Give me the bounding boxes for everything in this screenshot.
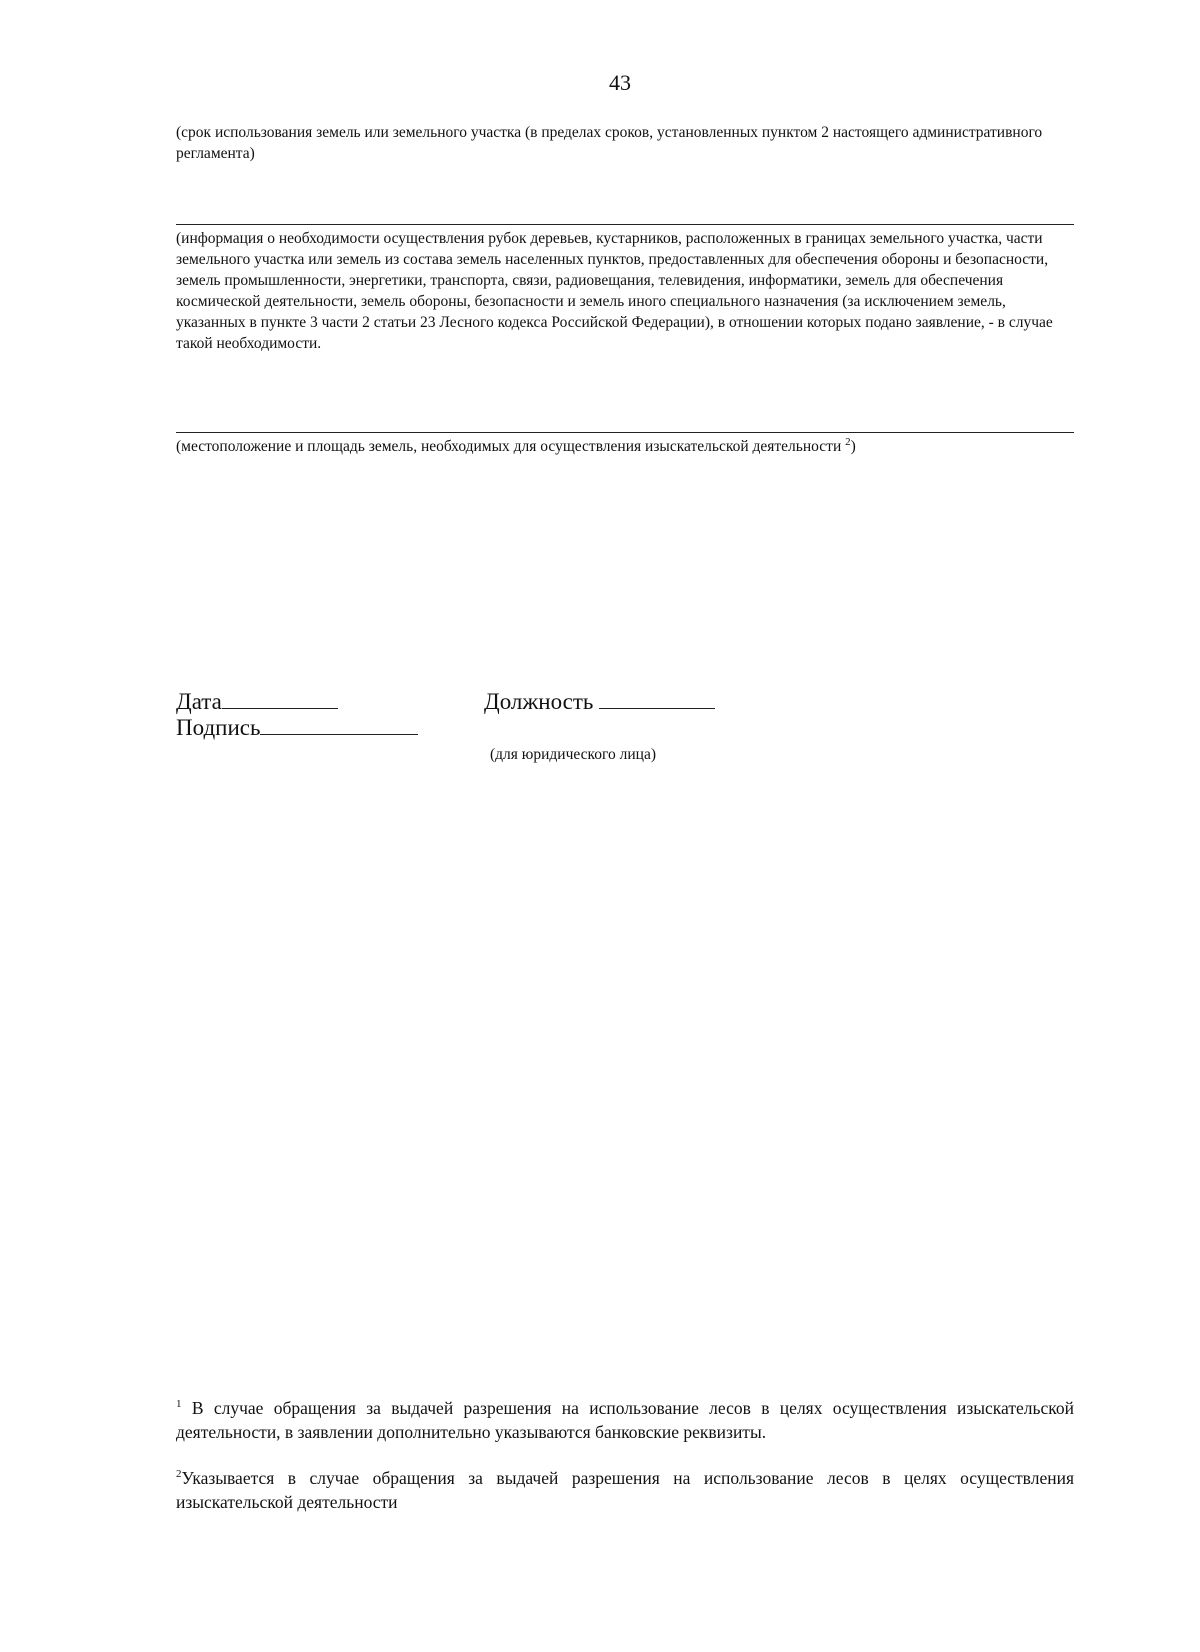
footnote-1	[176, 1396, 1074, 1444]
signature-label: Подпись	[176, 715, 261, 740]
date-field	[176, 688, 338, 715]
footnote-2	[176, 1466, 1074, 1514]
footnote-2-text: Указывается в случае обращения за выдачей разрешения на использование лесов в целях осуществления изыскательской деятельности	[176, 1468, 1074, 1512]
felling-caption: (информация о необходимости осуществления рубок деревьев, кустарников, расположенных в границах земельного участка, части земельного участка или земель из состава земель населенных пунктов, предоставленных для обеспечения обороны и безопасности, земель промышленности, энергетики, транспорта, связи, радиовещания, телевидения, информатики, земель для обеспечения космической деятельности, земель обороны, безопасности и земель иного специального назначения (за исключением земель, указанных в пункте 3 части 2 статьи 23 Лесного кодекса Российской Федерации), в отношении которых подано заявление, - в случае такой необходимости.	[176, 230, 1053, 352]
footnote-1-text: В случае обращения за выдачей разрешения на использование лесов в целях осуществления изыскательской деятельности, в заявлении дополнительно указываются банковские реквизиты.	[176, 1398, 1074, 1442]
page-number: 43	[609, 70, 631, 95]
signature-field	[176, 714, 418, 741]
location-field-line	[176, 432, 1074, 433]
position-label: Должность	[484, 689, 594, 714]
date-blank[interactable]	[222, 688, 338, 709]
footnote-ref-2: 2	[845, 435, 851, 448]
legal-entity-note: (для юридического лица)	[490, 746, 656, 763]
footnote-2-mark: 2	[176, 1468, 182, 1481]
term-caption: (срок использования земель или земельного участка (в пределах сроков, установленных пунктом 2 настоящего административного регламента)	[176, 124, 1043, 162]
date-label: Дата	[176, 689, 222, 714]
signature-blank[interactable]	[260, 714, 418, 735]
location-caption	[176, 436, 1074, 457]
position-blank[interactable]	[599, 688, 715, 709]
position-field	[484, 688, 715, 715]
location-caption-close: )	[850, 438, 856, 455]
felling-field-line	[176, 224, 1074, 225]
footnote-1-mark: 1	[176, 1398, 182, 1411]
location-caption-text: (местоположение и площадь земель, необходимых для осуществления изыскательской деятельности	[176, 438, 846, 455]
